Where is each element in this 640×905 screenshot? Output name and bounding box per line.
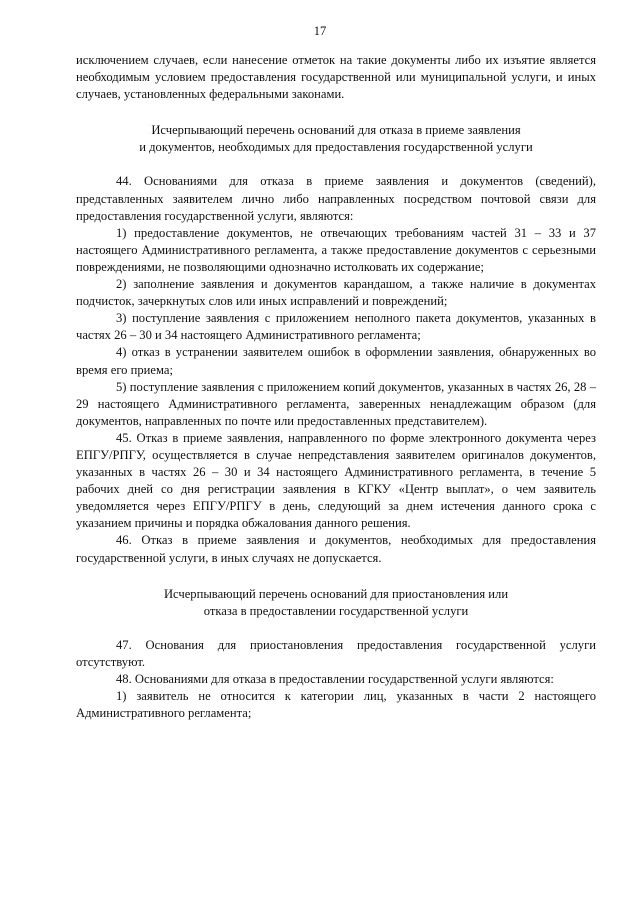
list-item-2: 2) заполнение заявления и документов карандашом, а также наличие в документах подчисток, зачеркнутых слов или иных исправлений и повреждений; [76,277,596,309]
section-heading-refusal-acceptance [76,122,596,156]
spacer [76,156,596,173]
paragraph-44: 44. Основаниями для отказа в приеме заявления и документов (сведений), представленных заявителем лично либо направленных посредством почтовой связи для предоставления государственной услуги, являются: [76,174,596,223]
paragraph-46: 46. Отказ в приеме заявления и документов, необходимых для предоставления государственной услуги, в иных случаях не допускается. [76,533,596,565]
spacer [76,103,596,122]
paragraph-continuation: исключением случаев, если нанесение отметок на такие документы либо их изъятие является необходимым условием предоставления государственной или муниципальной услуги, и иных случаев, установленных федеральными законами. [76,53,596,102]
heading-line: отказа в предоставлении государственной услуги [203,603,469,618]
spacer [76,620,596,637]
paragraph-47: 47. Основания для приостановления предоставления государственной услуги отсутствуют. [76,637,596,669]
document-body [76,52,596,722]
list-item-4: 4) отказ в устранении заявителем ошибок в оформлении заявления, обнаруженных во время его приема; [76,345,596,377]
page-number: 17 [313,24,327,38]
heading-line: Исчерпывающий перечень оснований для отказа в приеме заявления [151,123,521,138]
spacer [76,567,596,586]
section-heading-suspension-refusal [76,586,596,620]
paragraph-48: 48. Основаниями для отказа в предоставлении государственной услуги являются: [116,672,554,686]
list-item-1: 1) заявитель не относится к категории лиц, указанных в части 2 настоящего Административного регламента; [76,689,596,721]
heading-line: Исчерпывающий перечень оснований для приостановления или [163,586,509,601]
list-item-3: 3) поступление заявления с приложением неполного пакета документов, указанных в частях 26 – 30 и 34 настоящего Административного регламента; [76,311,596,343]
list-item-1: 1) предоставление документов, не отвечающих требованиям частей 31 – 33 и 37 настоящего Административного регламента, а также предоставление документов с серьезными повреждениями, не позволяющими однозначно истолковать их содержание; [76,225,596,274]
list-item-5: 5) поступление заявления с приложением копий документов, указанных в частях 26, 28 – 29 настоящего Административного регламента, заверенных ненадлежащим образом (для документов, направленных по почте или предоставленных представителем). [76,379,596,428]
heading-line: и документов, необходимых для предоставления государственной услуги [139,140,533,155]
paragraph-45: 45. Отказ в приеме заявления, направленного по форме электронного документа через ЕПГУ/РПГУ, осуществляется в случае непредставления заявителем оригиналов документов, указанных в частях 26 – 30 и 34 настоящего Административного регламента, в течение 5 рабочих дней со дня регистрации заявления в КГКУ «Центр выплат», о чем заявитель уведомляется через ЕПГУ/РПГУ в день, следующий за днем истечения данного срока с указанием причины и порядка обжалования данного решения. [76,430,596,531]
